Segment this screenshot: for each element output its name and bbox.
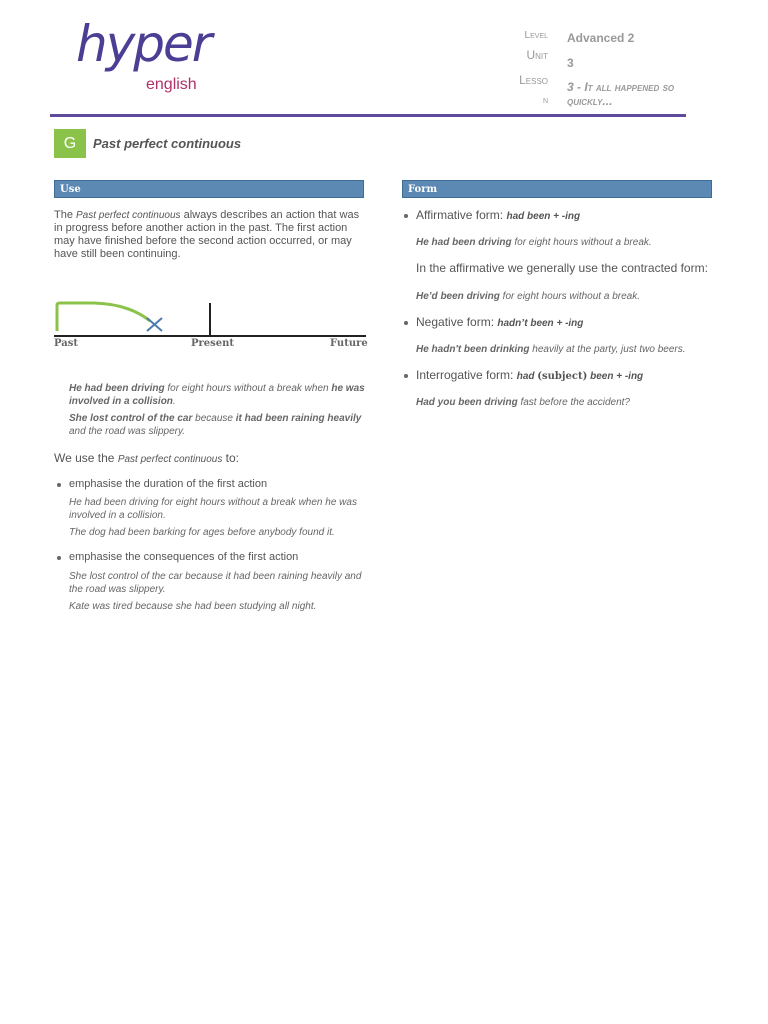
logo-hyper: hyper xyxy=(76,15,211,73)
use-bullet-1-example-2: The dog had been barking for ages before anybody found it. xyxy=(69,527,335,538)
use-bullet-2-example-1: She lost control of the car because it had been raining heavily and the road was slippery. xyxy=(69,571,362,595)
bullet-dot xyxy=(57,483,61,487)
contracted-note: In the affirmative we generally use the contracted form: xyxy=(416,261,708,275)
lesson-label: Lesso xyxy=(519,73,548,87)
level-value: Advanced 2 xyxy=(567,31,635,45)
timeline-future-label: Future xyxy=(330,338,368,349)
affirmative-form: Affirmative form: had been + -ing xyxy=(416,208,581,222)
form-heading: Form xyxy=(402,180,712,198)
unit-value: 3 xyxy=(567,56,574,70)
bullet-dot xyxy=(404,374,408,378)
affirmative-example: He had been driving for eight hours without a break. xyxy=(416,237,652,248)
use-bullet-1-example-1: He had been driving for eight hours without a break when he was involved in a collision. xyxy=(69,497,357,521)
negative-example: He hadn't been drinking heavily at the party, just two beers. xyxy=(416,344,686,355)
we-use-text: We use the Past perfect continuous to: xyxy=(54,451,240,465)
negative-form: Negative form: hadn’t been + -ing xyxy=(416,315,584,329)
bullet-dot xyxy=(57,556,61,560)
contracted-example: He’d been driving for eight hours without a break. xyxy=(416,291,640,302)
use-heading: Use xyxy=(54,180,364,198)
use-bullet-2-example-2: Kate was tired because she had been studying all night. xyxy=(69,601,317,612)
section-badge: G xyxy=(54,129,86,158)
timeline-present-label: Present xyxy=(191,338,235,349)
logo-english: english xyxy=(146,76,197,93)
header-rule xyxy=(50,114,686,117)
interrogative-form: Interrogative form: had (subject) been + -ing xyxy=(416,368,644,382)
bullet-dot xyxy=(404,214,408,218)
level-label: Level xyxy=(524,30,548,41)
use-example-1: He had been driving for eight hours without a break when he was involved in a collision. xyxy=(69,383,365,407)
unit-label: Unit xyxy=(526,48,548,62)
timeline-diagram xyxy=(54,295,366,343)
interrogative-example: Had you been driving fast before the accident? xyxy=(416,397,630,408)
section-title: Past perfect continuous xyxy=(93,136,242,151)
use-bullet-2: emphasise the consequences of the first action xyxy=(69,551,299,563)
use-bullet-1: emphasise the duration of the first action xyxy=(69,478,268,490)
use-example-2: She lost control of the car because it had been raining heavily and the road was slippery. xyxy=(69,413,362,437)
lesson-title: 3 - It all happened so quickly... xyxy=(567,80,675,108)
bullet-dot xyxy=(404,321,408,325)
use-intro: The Past perfect continuous always describes an action that was in progress before another action in the past. The first action may have finished before the second action occurred, or may have still been continuing. xyxy=(54,209,360,260)
lesson-label-cont: n xyxy=(542,95,548,106)
timeline-past-label: Past xyxy=(54,338,78,349)
timeline-arc xyxy=(57,303,150,331)
